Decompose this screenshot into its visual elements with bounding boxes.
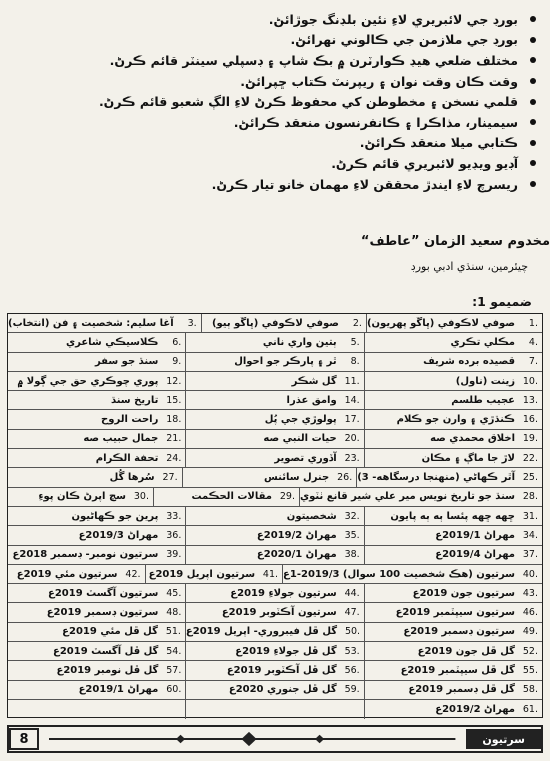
item-number: 26. [337,472,353,484]
bullet-item [16,9,536,30]
book-title: ٻتين واري ناني [262,336,337,348]
bullet-dot-icon [530,99,536,105]
book-title: ڪنڌڙي ۽ وارن جو ڪلام [396,414,515,426]
item-number: 50. [344,626,361,638]
item-number: 54. [166,645,182,657]
table-cell [185,526,363,544]
item-number: 36. [166,529,182,541]
table-row [8,372,542,391]
table-cell [185,700,363,719]
table-row [8,642,542,661]
item-number: 32. [344,510,360,522]
table-row [8,623,542,642]
book-title: گل ڦل جون 2019ع [417,645,515,657]
table-cell [185,353,363,371]
table-cell [364,584,542,602]
book-title: جمال حبيب صه [83,433,159,445]
item-number: 49. [522,626,538,638]
table-row [8,488,542,507]
book-title: مهراڻ 2020/1ع [256,549,337,561]
item-number: 28. [522,491,538,503]
book-title: سرتيون آڪٽوبر 2019ع [221,607,337,619]
table-cell [185,681,363,699]
item-number: 56. [344,664,360,676]
table-cell [8,353,185,371]
bullet-dot-icon [530,37,536,43]
table-cell [364,353,542,371]
item-number: 7. [528,356,538,368]
book-title: گل ڦل نومبر 2019ع [56,664,159,676]
book-title: جنرل سائنس [263,472,330,484]
item-number: 31. [522,510,538,522]
book-title: سرتيون ڊسمبر 2019ع [403,626,515,638]
book-title: شخصيتون [286,510,337,522]
item-number: 48. [166,607,182,619]
bullet-item [16,30,536,51]
table-row [8,449,542,468]
book-title: عجيب طلسم [451,394,515,406]
item-number: 60. [166,684,182,696]
book-title: گل ڦل جنوري 2020ع [228,684,337,696]
item-number: 46. [522,607,538,619]
item-number: 57. [166,664,182,676]
item-number: 11. [344,375,360,387]
table-row [8,410,542,429]
item-number: 12. [166,375,182,387]
book-title: ٿر ۽ پارڪر جو احوال [234,356,337,368]
item-number: 21. [166,433,182,445]
table-cell [364,449,542,467]
table-cell [8,623,185,641]
table-row [8,661,542,680]
table-row [8,333,542,352]
book-title: مڪلي تڪري [450,336,515,348]
table-row [8,700,542,719]
bullet-dot-icon [530,57,536,63]
table-row [8,565,542,584]
item-number: 27. [162,472,178,484]
item-number: 59. [344,684,360,696]
bullet-item [16,153,536,174]
table-row [8,681,542,700]
item-number: 3. [187,317,197,329]
book-title: صوفي لاڪوفي (ڀاڱو پهريون) [366,317,515,329]
table-row [8,546,542,565]
table-cell [364,623,542,641]
item-number: 19. [522,433,538,445]
table-cell [8,565,145,583]
book-title: گل ڦل جولاءِ 2019ع [235,645,337,657]
item-number: 47. [344,607,360,619]
item-number: 25. [522,472,538,484]
table-cell [364,700,542,719]
item-number: 20. [344,433,360,445]
table-cell [8,449,185,467]
table-cell [185,603,363,621]
table-cell [299,488,542,506]
book-title: تحفة الڪرام [95,452,159,464]
item-number: 34. [522,529,538,541]
table-cell [364,430,542,448]
book-title: صوفي لاڪوفي (ڀاڱو ٻيو) [211,317,339,329]
table-cell [364,681,542,699]
table-cell [8,488,153,506]
table-cell [8,526,185,544]
table-cell [366,314,542,332]
book-title: سنڌ جو تاريخ نويس مير علي شير قانع ٺٽوي [300,491,515,503]
bullet-item [16,174,536,195]
item-number: 15. [166,394,182,406]
table-cell [8,468,182,486]
book-title: آڏوري تصوير [274,452,337,464]
item-number: 40. [522,568,538,580]
table-row [8,584,542,603]
appendix-heading: ضميمو 1: [472,294,532,309]
book-title: ڇهه ڇهه پئسا ٻه ٻه پايون [390,510,515,522]
item-number: 6. [172,336,182,348]
item-number: 10. [522,375,538,387]
bullet-text: قلمي نسخن ۽ مخطوطن کي محفوظ ڪرڻ لاءِ الڳ شعبو قائم ڪرڻ. [98,94,518,110]
book-title: آغا سليم: شخصيت ۽ فن (انتخاب) [8,317,174,329]
item-number: 18. [166,414,182,426]
book-title: تاريخ سنڌ [110,394,159,406]
book-title: راحت الروح [101,414,159,426]
table-cell [364,410,542,428]
book-title: وامق عذرا [286,394,337,406]
book-title: گل ڦل ڊسمبر 2019ع [408,684,515,696]
book-title: لاڙ جا ماڳ ۽ مڪان [421,452,515,464]
magazine-name-badge: سرتيون [466,729,541,749]
book-title: پرين جو ڪهاڻيون [71,510,159,522]
item-number: 41. [262,568,279,580]
item-number: 43. [522,587,538,599]
item-number: 38. [344,549,360,561]
book-title: گل ڦل سيپٽمبر 2019ع [400,664,515,676]
bullet-dot-icon [530,181,536,187]
item-number: 13. [522,394,538,406]
book-title: سرتيون جولاءِ 2019ع [230,587,337,599]
item-number: 30. [133,491,149,503]
bullet-dot-icon [530,119,536,125]
table-cell [185,430,363,448]
item-number: 37. [522,549,538,561]
bullet-text: بورڊ جي لائبريري لاءِ نئين بلڊنگ جوڙائڻ. [268,11,518,27]
bullet-dot-icon [530,140,536,146]
bullet-text: آڊيو ويڊيو لائبريري قائم ڪرڻ. [331,155,518,171]
item-number: 52. [522,645,538,657]
book-title: سُرها گُل [109,472,155,484]
bullet-dot-icon [530,16,536,22]
table-cell [364,642,542,660]
item-number: 22. [522,452,538,464]
page-footer [7,725,543,753]
table-cell [185,546,363,564]
book-title: سنڌ جو سفر [94,356,159,368]
table-cell [8,372,185,390]
bullet-text: ڪتابي ميلا منعقد ڪرائڻ. [359,135,518,151]
book-title: پولوڙي جي پُل [264,414,337,426]
table-cell [8,391,185,409]
table-row [8,314,542,333]
table-cell [8,603,185,621]
plans-bullet-list [16,9,536,194]
bullet-text: سيمينار، مذاڪرا ۽ ڪانفرنسون منعقد ڪرائڻ. [233,114,518,130]
table-cell [8,430,185,448]
table-cell [282,565,542,583]
bullet-dot-icon [530,160,536,166]
item-number: 35. [344,529,360,541]
item-number: 9. [172,356,182,368]
bullet-text: مختلف ضلعي هيڊ ڪوارٽرن ۾ بڪ شاپ ۽ ڊسپلي سينٽر قائم ڪرڻ. [109,52,518,68]
item-number: 29. [279,491,295,503]
item-number: 45. [166,587,182,599]
table-cell [185,449,363,467]
bullet-text: بورڊ جي ملازمن جي ڪالوني نهرائڻ. [290,32,518,48]
table-cell [185,623,364,641]
table-cell [185,642,363,660]
book-title: مهراڻ 2019/2ع [256,529,337,541]
book-title: گل شڪر [291,375,337,387]
bullet-item [16,50,536,71]
item-number: 16. [522,414,538,426]
item-number: 39. [166,549,182,561]
item-number: 14. [344,394,360,406]
book-title: سرتيون مئي 2019ع [16,568,118,580]
book-title: قصيده برده شريف [423,356,515,368]
book-title: مقالات الحڪمت [191,491,272,503]
book-title: سرتيون ڊسمبر 2019ع [46,607,159,619]
book-title: سرتيون (هڪ شخصيت 100 سوال) 2019/3-1ع [283,568,515,580]
appendix-books-table [7,313,543,718]
book-title: مهراڻ 2019/4ع [435,549,515,561]
table-cell [185,661,363,679]
book-title: آٿر ڪهاڻي (منهنجا درسگاهه- 3) [357,472,515,484]
table-cell [8,507,185,525]
item-number: 17. [344,414,360,426]
item-number: 33. [166,510,182,522]
bullet-item [16,133,536,154]
item-number: 53. [344,645,360,657]
item-number: 23. [344,452,360,464]
bullet-item [16,91,536,112]
table-cell [185,333,363,351]
table-cell [364,333,542,351]
bullet-item [16,71,536,92]
book-title: اخلاق محمدي صه [430,433,515,445]
book-title: پوري چوڪري حق جي ڳولا ۾ [17,375,159,387]
table-cell [364,546,542,564]
table-cell [182,468,357,486]
item-number: 55. [522,664,538,676]
book-title: گل ڦل مئي 2019ع [62,626,158,638]
bullet-text: وقت ڪان وقت نوان ۽ ريپرنٽ ڪتاب ڇپرائڻ. [240,73,518,89]
item-number: 1. [528,317,538,329]
table-cell [201,314,366,332]
table-cell [364,526,542,544]
table-cell [364,507,542,525]
table-cell [145,565,283,583]
item-number: 42. [125,568,141,580]
book-title: مهراڻ 2019/2ع [435,704,515,716]
table-cell [364,603,542,621]
table-cell [8,314,201,332]
book-title: زينت (ناول) [455,375,515,387]
bullet-text: ريسرچ لاءِ ايندڙ محققن لاءِ مهمان خانو تيار ڪرڻ. [211,176,518,192]
table-row [8,507,542,526]
book-title: سرتيون اپريل 2019ع [148,568,256,580]
table-cell [185,410,363,428]
item-number: 5. [350,336,360,348]
table-row [8,353,542,372]
table-cell [8,681,185,699]
item-number: 2. [352,317,362,329]
table-cell [8,700,185,719]
book-title: مهراڻ 2019/3ع [78,529,159,541]
book-title: گل ڦل آگسٽ 2019ع [52,645,159,657]
table-cell [185,372,363,390]
book-title: گل ڦل فيبروري- اپريل 2019ع [185,626,338,638]
table-cell [364,372,542,390]
table-cell [356,468,542,486]
book-title: ڪلاسيڪي شاعري [65,336,159,348]
table-cell [8,410,185,428]
ornament-divider-icon [49,733,455,745]
page-number: 8 [9,728,39,750]
item-number: 58. [522,684,538,696]
item-number: 4. [528,336,538,348]
book-title: مهراڻ 2019/1ع [78,684,159,696]
table-row [8,603,542,622]
table-row [8,391,542,410]
table-cell [364,391,542,409]
book-title: گل ڦل آڪٽوبر 2019ع [226,664,337,676]
table-cell [153,488,299,506]
book-title: سرتيون نومبر- ڊسمبر 2018ع [12,549,159,561]
item-number: 24. [166,452,182,464]
table-row [8,526,542,545]
table-row [8,430,542,449]
book-title: مهراڻ 2019/1ع [435,529,515,541]
bullet-dot-icon [530,78,536,84]
item-number: 61. [522,704,538,716]
table-cell [8,333,185,351]
book-title: حيات النبي صه [263,433,337,445]
table-cell [8,661,185,679]
table-row [8,468,542,487]
item-number: 44. [344,587,360,599]
signatory-title: چيئرمين، سنڌي ادبي بورڊ [410,260,528,273]
table-cell [364,661,542,679]
signatory-name: مخدوم سعيد الزمان ”عاطف“ [360,234,550,249]
table-cell [185,584,363,602]
table-cell [8,584,185,602]
book-title: سرتيون جون 2019ع [412,587,515,599]
table-cell [8,642,185,660]
bullet-item [16,112,536,133]
table-cell [185,507,363,525]
table-cell [8,546,185,564]
book-title: سچ اپرڻ ڪان پوءِ [38,491,126,503]
book-title: سرتيون آگسٽ 2019ع [47,587,159,599]
item-number: 51. [165,626,181,638]
table-cell [185,391,363,409]
book-title: سرتيون سيپٽمبر 2019ع [395,607,515,619]
item-number: 8. [350,356,360,368]
